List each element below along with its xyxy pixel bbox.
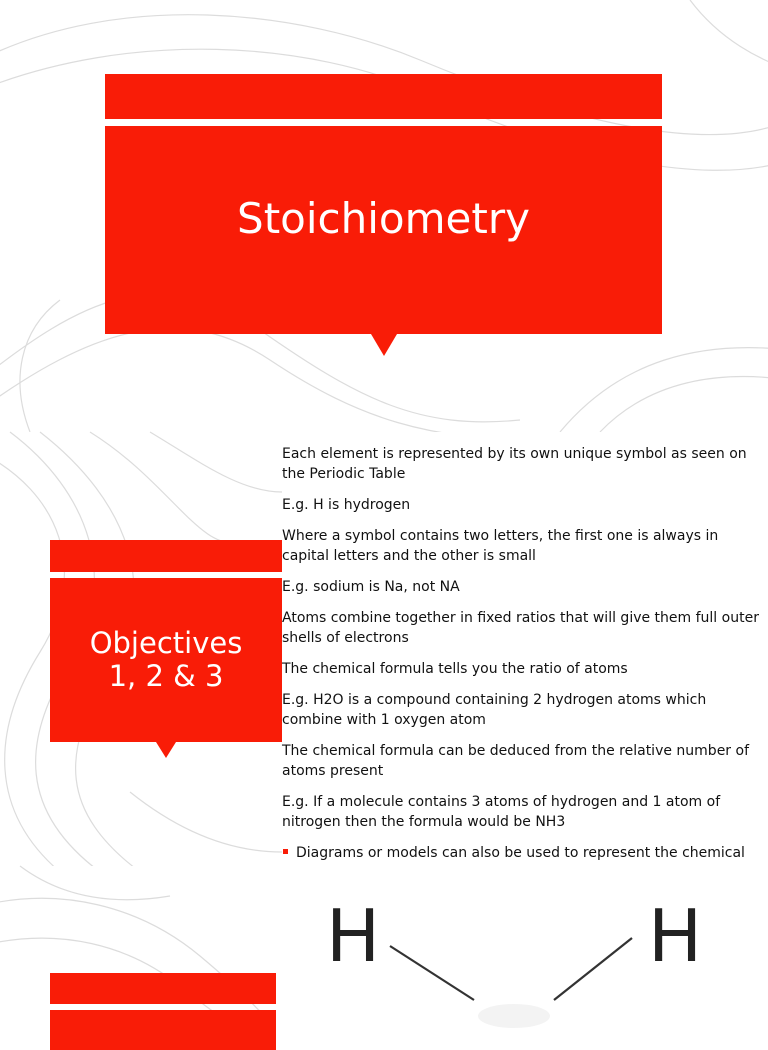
objectives-heading [50,578,282,742]
diagram-accent-strip [50,973,276,1004]
paragraph: E.g. sodium is Na, not NA [282,579,460,595]
diagram-title-box [50,1010,276,1050]
objectives-box-pointer [156,742,176,758]
bullet-marker [283,849,288,854]
bullet-text: Diagrams or models can also be used to represent the chemical [296,845,745,861]
bond-right [554,938,632,1000]
title-box [105,126,662,334]
hydrogen-atom-left: H [326,894,381,978]
paragraph: E.g. If a molecule contains 3 atoms of hydrogen and 1 atom of nitrogen then the formula would be NH3 [282,794,721,830]
paragraph: Atoms combine together in fixed ratios that will give them full outer shells of electrons [282,610,759,646]
paragraph: E.g. H is hydrogen [282,497,411,513]
central-atom-shadow [478,1004,550,1028]
bond-lines [276,866,768,1024]
title-slide [0,0,768,432]
objectives-content [282,444,762,866]
objectives-slide [0,432,768,866]
molecule-diagram [276,866,768,1024]
title-accent-strip [105,74,662,119]
hydrogen-atom-right: H [648,894,703,978]
paragraph: E.g. H2O is a compound containing 2 hydrogen atoms which combine with 1 oxygen atom [282,692,707,728]
slide-title: Stoichiometry [237,193,530,243]
paragraph: The chemical formula can be deduced from the relative number of atoms present [282,743,750,779]
paragraph: The chemical formula tells you the ratio of atoms [282,661,628,677]
diagram-slide [0,866,768,1024]
objectives-heading-line2: 1, 2 & 3 [108,659,224,693]
objectives-accent-strip [50,540,282,572]
paragraph: Each element is represented by its own unique symbol as seen on the Periodic Table [282,446,747,482]
objectives-heading-line1: Objectives [89,626,243,660]
bond-left [390,946,474,1000]
paragraph: Where a symbol contains two letters, the first one is always in capital letters and the other is small [282,528,719,564]
objectives-box [50,578,282,742]
title-box-pointer [371,334,397,356]
